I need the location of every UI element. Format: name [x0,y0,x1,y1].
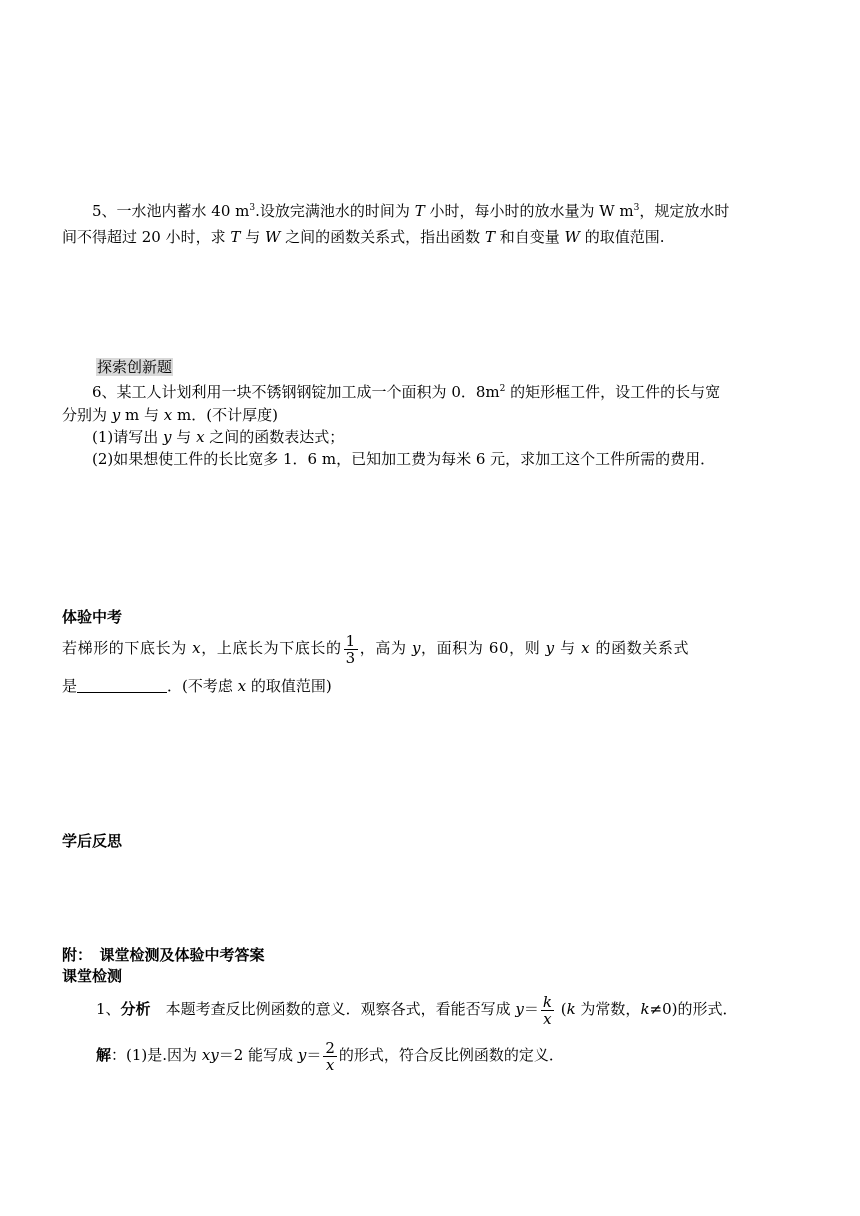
exam-line-2: 是 ．(不考虑 x 的取值范围) [62,677,332,695]
answer-blank[interactable] [77,678,167,693]
section-heading-explore: 探索创新题 [97,358,173,376]
q6-item-1: (1)请写出 y 与 x 之间的函数表达式； [92,428,345,446]
fraction-one-third: $\frac{1}{3}$ [345,631,356,667]
answer-1-analysis: 1、分析 本题考查反比例函数的意义．观察各式，看能否写成 y＝ $\frac{k}{x}$ (k 为常数，k≠0)的形式． [96,992,738,1028]
fraction-2-over-x: $\frac{2}{x}$ [325,1038,335,1074]
q6-item-2: (2)如果想使工件的长比宽多 1．6 m，已知加工费为每米 6 元，求加工这个工件所需的费用． [92,450,716,468]
appendix-heading: 附： 课堂检测及体验中考答案 [62,946,265,964]
section-heading-reflect: 学后反思 [62,832,123,850]
q6-line-1: 6、某工人计划利用一块不锈钢钢锭加工成一个面积为 0．$8m^2$ 的矩形框工件，设工件的长与宽 [92,383,721,401]
section-heading-exam: 体验中考 [62,608,123,626]
fraction-k-over-x: $\frac{k}{x}$ [542,992,552,1028]
q5-line-1: 5、一水池内蓄水 40 $m^3$.设放完满池水的时间为 T 小时，每小时的放水量为 W $m^3$，规定放水时 [92,202,730,220]
exam-line-1: 若梯形的下底长为 x，上底长为下底长的 $\frac{1}{3}$ ，高为 y，面积为 60，则 y 与 x 的函数关系式 [62,631,690,667]
q5-line-2: 间不得超过 20 小时，求 T 与 W 之间的函数关系式，指出函数 T 和自变量 W 的取值范围. [62,228,665,246]
answer-1-solution: 解：(1)是.因为 xy＝2 能写成 y＝ $\frac{2}{x}$ 的形式，符合反比例函数的定义． [96,1038,564,1074]
appendix-subheading: 课堂检测 [62,967,123,985]
q6-line-2: 分别为 y m 与 x m．(不计厚度) [62,406,278,424]
